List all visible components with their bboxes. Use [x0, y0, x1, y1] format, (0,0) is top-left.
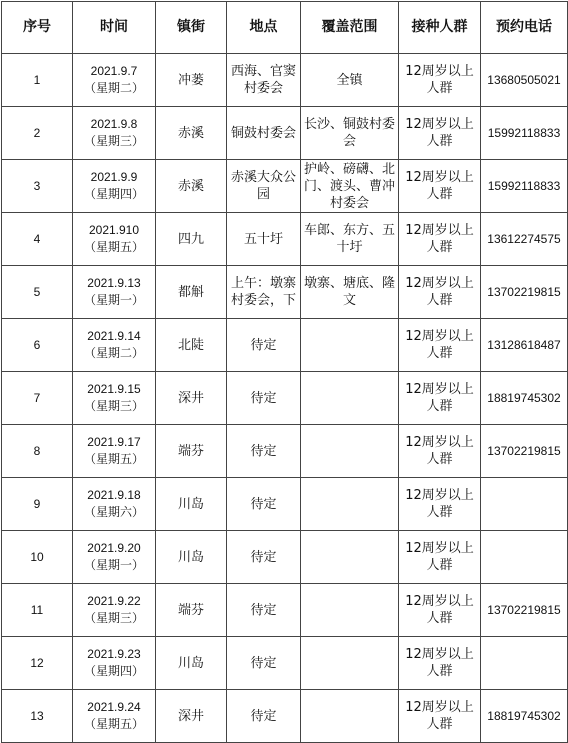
- row-weekday: （星期五）: [83, 452, 144, 466]
- row-coverage: [301, 213, 399, 266]
- row-coverage: [301, 584, 399, 637]
- row-date: 2021.9.24: [87, 700, 141, 714]
- row-weekday: （星期四）: [83, 187, 144, 201]
- row-coverage: [301, 425, 399, 478]
- row-time: [73, 319, 156, 372]
- row-group: 12周岁以上人群: [399, 425, 481, 478]
- table-row: [2, 637, 568, 690]
- row-place-text: 待定: [250, 655, 277, 671]
- row-date: 2021.9.18: [87, 488, 141, 502]
- row-time: [73, 213, 156, 266]
- row-place-text: 待定: [250, 390, 277, 406]
- row-phone: 18819745302: [481, 372, 568, 425]
- row-number: 6: [2, 319, 73, 372]
- row-place-text: 待定: [250, 708, 277, 724]
- row-group: 12周岁以上人群: [399, 266, 481, 319]
- row-weekday: （星期四）: [83, 664, 144, 678]
- table-row: [2, 690, 568, 743]
- row-weekday: （星期一）: [83, 293, 144, 307]
- row-place: [227, 690, 301, 743]
- row-group: 12周岁以上人群: [399, 213, 481, 266]
- row-place: [227, 637, 301, 690]
- row-phone: 15992118833: [481, 107, 568, 160]
- row-group: 12周岁以上人群: [399, 690, 481, 743]
- row-date: 2021.9.13: [87, 276, 141, 290]
- row-number: 13: [2, 690, 73, 743]
- row-coverage: [301, 372, 399, 425]
- row-phone: 13612274575: [481, 213, 568, 266]
- table-row: [2, 213, 568, 266]
- row-place-text: 西海、官窦村委会: [230, 64, 296, 96]
- row-coverage-text: 车郎、东方、五十圩: [303, 223, 395, 255]
- table-row: [2, 107, 568, 160]
- row-number: 5: [2, 266, 73, 319]
- table-row: [2, 372, 568, 425]
- row-date: 2021.9.23: [87, 647, 141, 661]
- row-date: 2021.9.14: [87, 329, 141, 343]
- row-time: [73, 107, 156, 160]
- row-place: [227, 54, 301, 107]
- row-number: 4: [2, 213, 73, 266]
- row-place: [227, 160, 301, 213]
- row-date: 2021.910: [88, 223, 140, 237]
- row-group: 12周岁以上人群: [399, 107, 481, 160]
- row-coverage: [301, 531, 399, 584]
- row-date: 2021.9.22: [87, 594, 141, 608]
- row-town: 赤溪: [156, 107, 227, 160]
- row-place: [227, 531, 301, 584]
- row-coverage: [301, 319, 399, 372]
- row-place: [227, 478, 301, 531]
- row-number: 8: [2, 425, 73, 478]
- row-coverage: [301, 54, 399, 107]
- table-row: [2, 266, 568, 319]
- row-group: 12周岁以上人群: [399, 160, 481, 213]
- row-number: 12: [2, 637, 73, 690]
- row-coverage-text: 墩寨、塘底、隆文: [303, 276, 395, 308]
- table-row: [2, 319, 568, 372]
- row-group: 12周岁以上人群: [399, 584, 481, 637]
- row-time: [73, 160, 156, 213]
- row-town: 赤溪: [156, 160, 227, 213]
- row-phone: 13702219815: [481, 584, 568, 637]
- row-town: 四九: [156, 213, 227, 266]
- row-coverage: [301, 690, 399, 743]
- row-coverage: [301, 266, 399, 319]
- row-coverage-text: 护岭、磅礴、北门、渡头、曹冲村委会: [303, 161, 395, 211]
- row-place-text: 待定: [250, 443, 277, 459]
- row-number: 10: [2, 531, 73, 584]
- row-place-text: 待定: [250, 602, 277, 618]
- row-phone: [481, 531, 568, 584]
- row-phone: 13702219815: [481, 266, 568, 319]
- row-coverage-text: 长沙、铜鼓村委会: [303, 117, 395, 149]
- row-number: 1: [2, 54, 73, 107]
- row-town: 川岛: [156, 637, 227, 690]
- row-time: [73, 372, 156, 425]
- row-time: [73, 531, 156, 584]
- row-phone: 13680505021: [481, 54, 568, 107]
- row-weekday: （星期三）: [83, 399, 144, 413]
- row-time: [73, 54, 156, 107]
- row-place: [227, 266, 301, 319]
- row-date: 2021.9.7: [90, 64, 138, 78]
- row-group: 12周岁以上人群: [399, 478, 481, 531]
- row-place: [227, 319, 301, 372]
- header-coverage: 覆盖范围: [301, 2, 399, 54]
- row-coverage: [301, 478, 399, 531]
- row-town: 端芬: [156, 425, 227, 478]
- header-time: 时间: [73, 2, 156, 54]
- row-group: 12周岁以上人群: [399, 372, 481, 425]
- table-row: [2, 478, 568, 531]
- row-phone: [481, 478, 568, 531]
- row-place-text: 铜鼓村委会: [230, 125, 296, 141]
- row-place-text: 五十圩: [243, 231, 283, 247]
- row-place: [227, 372, 301, 425]
- row-number: 11: [2, 584, 73, 637]
- row-group: 12周岁以上人群: [399, 637, 481, 690]
- row-number: 3: [2, 160, 73, 213]
- header-no: 序号: [2, 2, 73, 54]
- row-coverage: [301, 637, 399, 690]
- row-phone: 13128618487: [481, 319, 568, 372]
- row-place-text: 待定: [250, 337, 277, 353]
- row-time: [73, 425, 156, 478]
- row-weekday: （星期五）: [83, 240, 144, 254]
- row-group: 12周岁以上人群: [399, 54, 481, 107]
- header-town: 镇街: [156, 2, 227, 54]
- row-weekday: （星期三）: [83, 134, 144, 148]
- row-date: 2021.9.9: [90, 170, 138, 184]
- row-time: [73, 584, 156, 637]
- row-coverage: [301, 107, 399, 160]
- row-phone: 18819745302: [481, 690, 568, 743]
- table-row: [2, 531, 568, 584]
- row-coverage: [301, 160, 399, 213]
- row-place-text: 待定: [250, 549, 277, 565]
- table-row: [2, 425, 568, 478]
- row-place: [227, 584, 301, 637]
- row-town: 端芬: [156, 584, 227, 637]
- row-place-text: 赤溪大众公园: [230, 170, 296, 202]
- row-town: 深井: [156, 372, 227, 425]
- row-town: 川岛: [156, 531, 227, 584]
- row-town: 北陡: [156, 319, 227, 372]
- row-place: [227, 107, 301, 160]
- row-date: 2021.9.20: [87, 541, 141, 555]
- row-date: 2021.9.17: [87, 435, 141, 449]
- row-time: [73, 637, 156, 690]
- table-row: [2, 584, 568, 637]
- row-place-text: 上午：墩寨村委会，下: [230, 276, 296, 308]
- row-phone: 13702219815: [481, 425, 568, 478]
- row-phone: 15992118833: [481, 160, 568, 213]
- header-phone: 预约电话: [481, 2, 568, 54]
- row-weekday: （星期二）: [83, 81, 144, 95]
- header-row: [2, 2, 568, 54]
- row-town: 冲蒌: [156, 54, 227, 107]
- row-weekday: （星期二）: [83, 346, 144, 360]
- table-row: [2, 54, 568, 107]
- header-place: 地点: [227, 2, 301, 54]
- vaccination-schedule-table: [1, 1, 568, 743]
- row-weekday: （星期六）: [83, 505, 144, 519]
- row-weekday: （星期五）: [83, 717, 144, 731]
- header-group: 接种人群: [399, 2, 481, 54]
- table-row: [2, 160, 568, 213]
- row-time: [73, 690, 156, 743]
- row-coverage-text: 全镇: [336, 72, 363, 88]
- row-date: 2021.9.15: [87, 382, 141, 396]
- row-number: 9: [2, 478, 73, 531]
- row-place: [227, 213, 301, 266]
- row-number: 7: [2, 372, 73, 425]
- row-town: 深井: [156, 690, 227, 743]
- row-place-text: 待定: [250, 496, 277, 512]
- row-date: 2021.9.8: [90, 117, 138, 131]
- row-time: [73, 266, 156, 319]
- row-town: 川岛: [156, 478, 227, 531]
- row-weekday: （星期三）: [83, 611, 144, 625]
- row-weekday: （星期一）: [83, 558, 144, 572]
- row-town: 都斛: [156, 266, 227, 319]
- row-phone: [481, 637, 568, 690]
- row-place: [227, 425, 301, 478]
- row-number: 2: [2, 107, 73, 160]
- row-group: 12周岁以上人群: [399, 319, 481, 372]
- row-group: 12周岁以上人群: [399, 531, 481, 584]
- row-time: [73, 478, 156, 531]
